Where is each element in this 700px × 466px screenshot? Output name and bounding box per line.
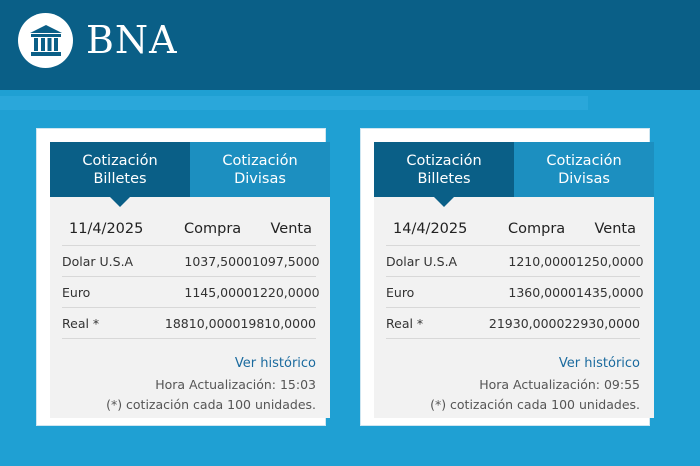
tab-line: Cotización — [546, 152, 622, 169]
venta-value: 1097,5000 — [252, 253, 320, 269]
table-row — [386, 308, 640, 339]
tab-line: Cotización — [222, 152, 298, 169]
quote-date: 14/4/2025 — [393, 221, 468, 237]
bank-building-icon — [27, 22, 65, 60]
tab-divisas[interactable] — [514, 142, 654, 197]
table-header — [386, 213, 640, 246]
band-shade — [0, 96, 588, 110]
site-header — [0, 0, 700, 90]
table-row — [386, 277, 644, 308]
currency-name: Real * — [386, 315, 424, 331]
currency-name: Real * — [62, 315, 100, 331]
compra-value: 1360,0000 — [508, 284, 576, 300]
compra-venta-values: 21930,000022930,0000 — [488, 315, 640, 331]
update-time: Hora Actualización: 15:03 — [155, 377, 316, 392]
bank-logo[interactable] — [18, 13, 73, 68]
tab-line: Divisas — [558, 170, 610, 187]
quote-table — [62, 213, 320, 339]
footnote: (*) cotización cada 100 unidades. — [106, 397, 316, 412]
currency-name: Euro — [62, 284, 91, 300]
col-venta: Venta — [594, 221, 636, 237]
table-header — [62, 213, 316, 246]
currency-name: Dolar U.S.A — [62, 253, 134, 269]
compra-venta-values: 18810,000019810,0000 — [164, 315, 316, 331]
currency-name: Euro — [386, 284, 415, 300]
quote-panel — [374, 142, 654, 418]
col-compra: Compra — [508, 221, 566, 237]
quote-card-2 — [360, 128, 650, 426]
update-time: Hora Actualización: 09:55 — [479, 377, 640, 392]
tab-line: Cotización — [82, 152, 158, 169]
table-row — [62, 277, 320, 308]
quote-date: 11/4/2025 — [69, 221, 144, 237]
tab-billetes[interactable] — [374, 142, 514, 197]
tab-line: Billetes — [417, 170, 471, 187]
quote-tabs — [374, 142, 654, 197]
currency-name: Dolar U.S.A — [386, 253, 458, 269]
venta-value: 1220,0000 — [252, 284, 320, 300]
venta-value: 1435,0000 — [576, 284, 644, 300]
historico-link[interactable]: Ver histórico — [234, 356, 316, 371]
col-compra: Compra — [184, 221, 242, 237]
table-row — [62, 308, 316, 339]
tab-line: Divisas — [234, 170, 286, 187]
historico-link[interactable]: Ver histórico — [558, 356, 640, 371]
compra-value: 1210,0000 — [508, 253, 576, 269]
brand-name: BNA — [86, 18, 178, 62]
table-row — [386, 246, 644, 277]
footnote: (*) cotización cada 100 unidades. — [430, 397, 640, 412]
compra-value: 1037,5000 — [184, 253, 252, 269]
quote-table — [386, 213, 644, 339]
quote-tabs — [50, 142, 330, 197]
tab-billetes[interactable] — [50, 142, 190, 197]
quote-panel — [50, 142, 330, 418]
tab-line: Cotización — [406, 152, 482, 169]
tab-divisas[interactable] — [190, 142, 330, 197]
quote-card-1 — [36, 128, 326, 426]
table-row — [62, 246, 320, 277]
compra-value: 1145,0000 — [184, 284, 252, 300]
venta-value: 1250,0000 — [576, 253, 644, 269]
col-venta: Venta — [270, 221, 312, 237]
tab-line: Billetes — [93, 170, 147, 187]
